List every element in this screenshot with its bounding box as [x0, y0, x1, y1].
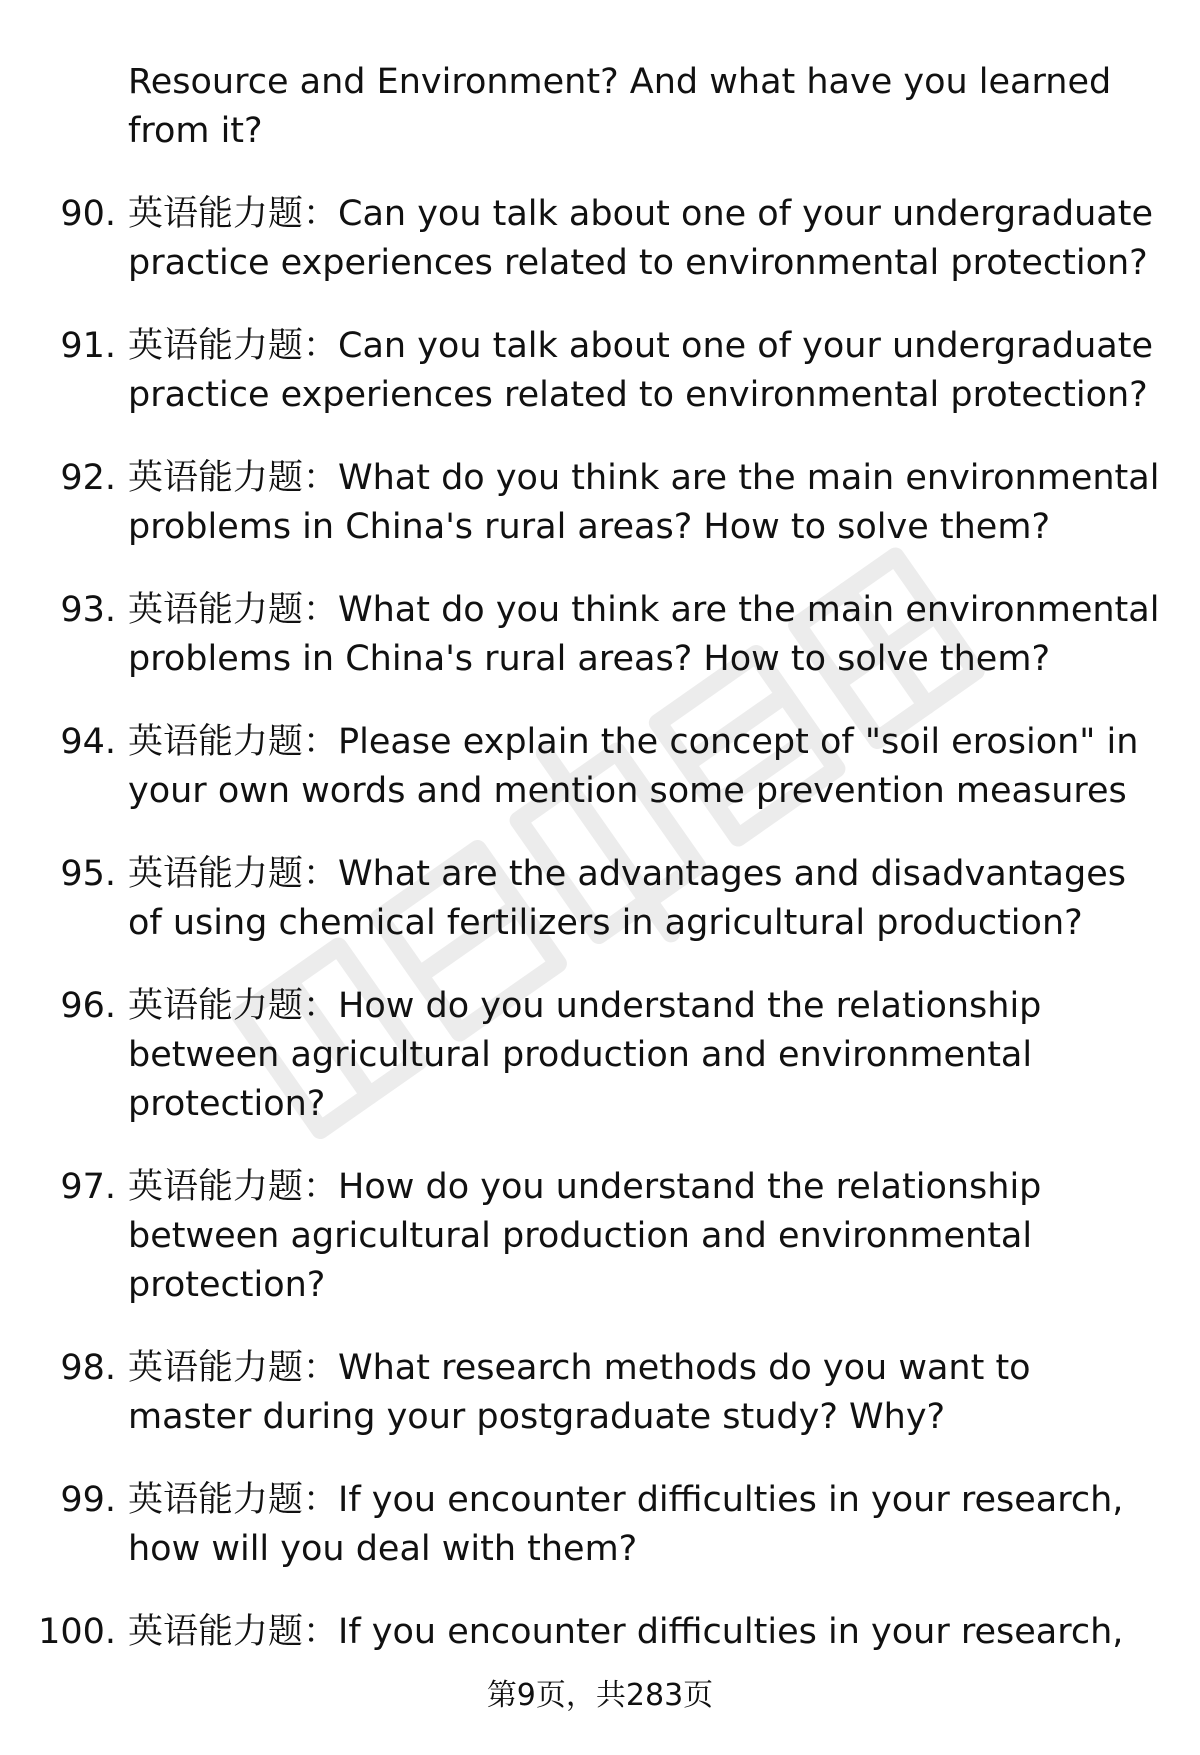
question-item-97 [60, 1163, 1160, 1310]
question-number: 99. [60, 1480, 116, 1520]
question-item-99 [60, 1476, 1160, 1574]
question-list [0, 58, 1200, 1691]
question-text: 英语能力题：Can you talk about one of your undergraduate practice experiences related to environmental protection? [128, 194, 1154, 283]
question-number: 94. [60, 722, 116, 762]
question-number: 100. [38, 1612, 116, 1652]
question-text: 英语能力题：If you encounter difficulties in your research, [128, 1612, 1124, 1652]
question-text: 英语能力题：How do you understand the relationship between agricultural production and environmental protection? [128, 1167, 1042, 1305]
question-number: 97. [60, 1167, 116, 1207]
question-item-93 [60, 586, 1160, 684]
question-item-90 [60, 190, 1160, 288]
question-item-98 [60, 1344, 1160, 1442]
question-number: 93. [60, 590, 116, 630]
question-number: 91. [60, 326, 116, 366]
question-item-95 [60, 850, 1160, 948]
page-footer: 第9页，共283页 [486, 1678, 714, 1713]
question-text: 英语能力题：What do you think are the main environmental problems in China's rural areas? How to solve them? [128, 458, 1160, 547]
question-number: 96. [60, 986, 116, 1026]
question-text: 英语能力题：How do you understand the relationship between agricultural production and environmental protection? [128, 986, 1042, 1124]
question-text: 英语能力题：What do you think are the main environmental problems in China's rural areas? How to solve them? [128, 590, 1160, 679]
question-item-92 [60, 454, 1160, 552]
continued-question-text: Resource and Environment? And what have you learned from it? [128, 62, 1112, 151]
question-text: 英语能力题：If you encounter difficulties in your research, how will you deal with them? [128, 1480, 1124, 1569]
question-number: 92. [60, 458, 116, 498]
question-number: 98. [60, 1348, 116, 1388]
question-item-94 [60, 718, 1160, 816]
question-text: 英语能力题：What research methods do you want to master during your postgraduate study? Why? [128, 1348, 1031, 1437]
question-text: 英语能力题：Please explain the concept of "soil erosion" in your own words and mention some prevention measures [128, 722, 1139, 811]
question-number: 95. [60, 854, 116, 894]
question-item-91 [60, 322, 1160, 420]
question-item-100 [38, 1608, 1160, 1657]
question-item-96 [60, 982, 1160, 1129]
question-number: 90. [60, 194, 116, 234]
question-text: 英语能力题：What are the advantages and disadvantages of using chemical fertilizers in agricultural production? [128, 854, 1126, 943]
question-text: 英语能力题：Can you talk about one of your undergraduate practice experiences related to environmental protection? [128, 326, 1154, 415]
